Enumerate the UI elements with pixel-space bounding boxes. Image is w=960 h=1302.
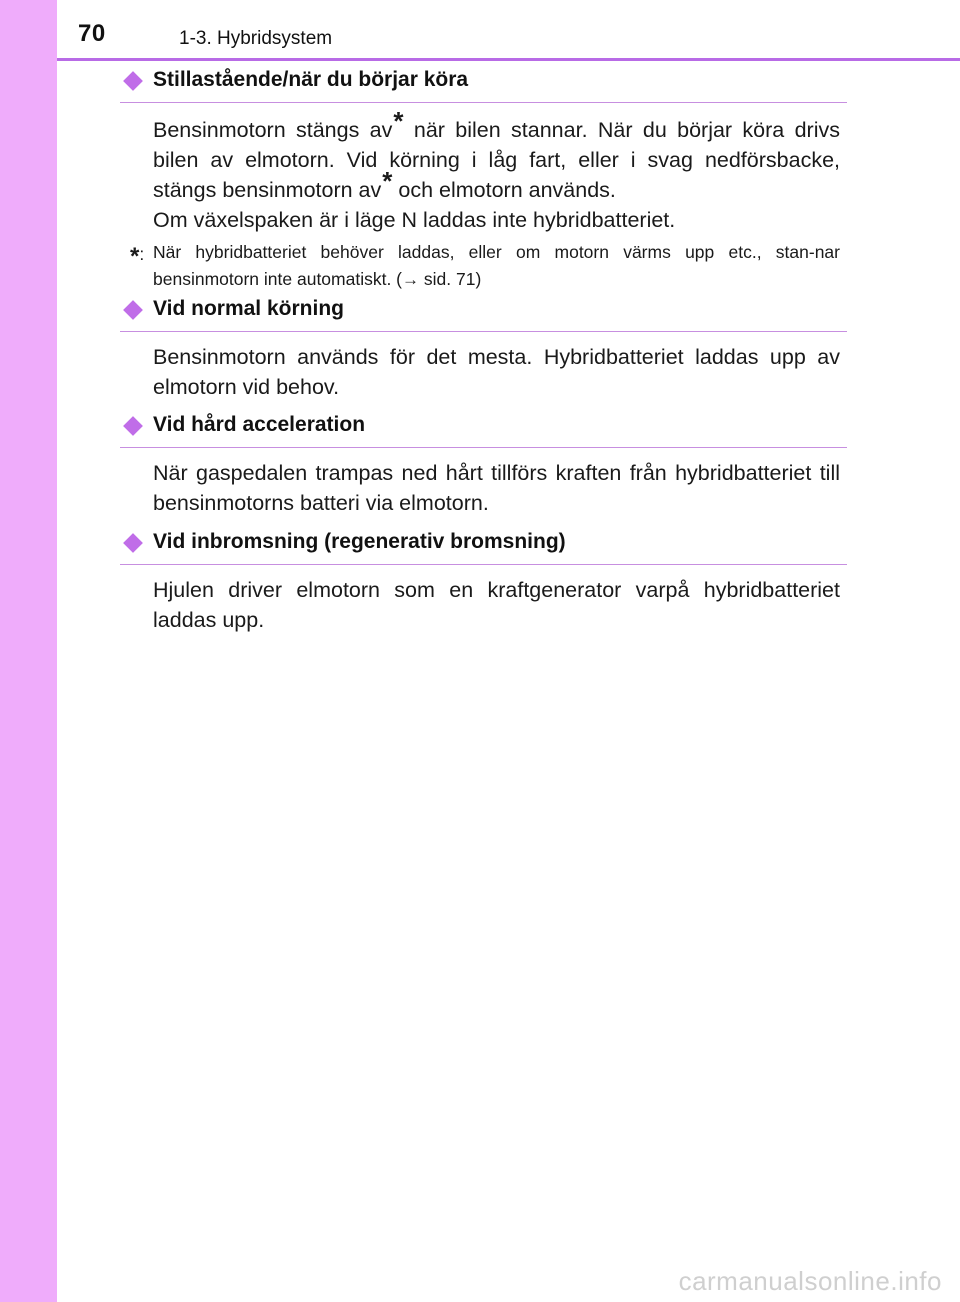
footnote-asterisk-icon: * — [130, 243, 140, 270]
page-header — [0, 0, 960, 62]
diamond-bullet-icon — [123, 300, 143, 320]
watermark: carmanualsonline.info — [678, 1266, 942, 1296]
section-body: Hjulen driver elmotorn som en kraftgenerator varpå hybridbatteriet laddas upp. — [153, 578, 840, 632]
footnote-colon: : — [139, 244, 145, 264]
section-title: Stillastående/när du börjar köra — [153, 68, 469, 91]
diamond-bullet-icon — [123, 416, 143, 436]
footnote — [120, 239, 840, 293]
section-title: Vid hård acceleration — [153, 413, 366, 436]
footnote-text: När hybridbatteriet behöver laddas, eller om motorn värms upp etc., stan-nar bensinmotorn inte automatiskt. ( — [153, 242, 840, 289]
body-text-part: när bilen stannar. När du börjar köra drivs bilen av elmotorn. Vid körning i låg fart, eller i svag nedförsbacke, stängs bensinmotorn av — [153, 118, 840, 202]
footnote-marker — [130, 239, 144, 268]
section-title: Vid inbromsning (regenerativ bromsning) — [153, 530, 566, 553]
section-regenerative-braking — [120, 530, 847, 635]
section-heading — [120, 530, 847, 565]
arrow-right-icon: → — [402, 270, 420, 289]
diamond-bullet-icon — [123, 533, 143, 553]
body-text-line: Om växelspaken är i läge N laddas inte hybridbatteriet. — [153, 208, 676, 232]
section-body: Bensinmotorn används för det mesta. Hybridbatteriet laddas upp av elmotorn vid behov. — [153, 345, 840, 399]
body-text-part: och elmotorn används. — [392, 178, 616, 202]
section-heading — [120, 68, 847, 103]
chapter-title: 1-3. Hybridsystem — [179, 28, 333, 49]
section-body — [153, 105, 840, 235]
header-divider — [57, 58, 960, 61]
footnote-page-ref[interactable]: sid. 71) — [419, 269, 482, 289]
section-heading — [120, 413, 847, 448]
section-body: När gaspedalen trampas ned hårt tillförs kraften från hybridbatteriet till bensinmotorns batteri via elmotorn. — [153, 461, 840, 515]
section-standstill — [120, 68, 847, 293]
asterisk-icon: * — [382, 165, 393, 196]
diamond-bullet-icon — [123, 71, 143, 91]
asterisk-icon: * — [393, 105, 404, 136]
body-text-part: Bensinmotorn stängs av — [153, 118, 393, 142]
page-number: 70 — [78, 20, 106, 47]
section-normal-driving — [120, 297, 847, 402]
section-hard-acceleration — [120, 413, 847, 518]
section-heading — [120, 297, 847, 332]
side-color-bar — [0, 0, 57, 1302]
section-title: Vid normal körning — [153, 297, 344, 320]
